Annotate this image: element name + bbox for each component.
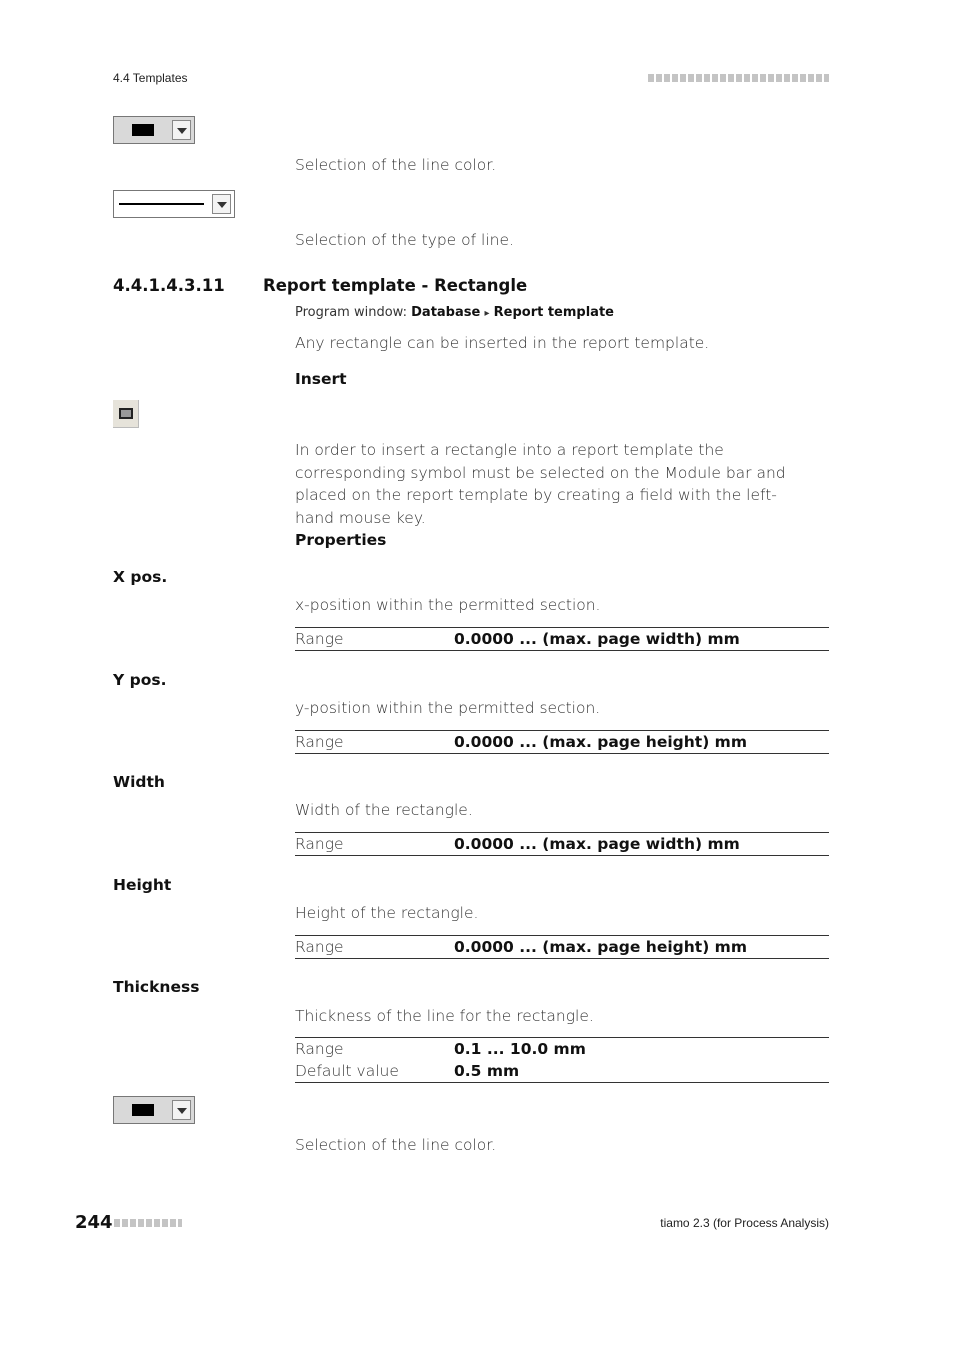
range-table-xpos <box>295 627 829 651</box>
range-table-ypos <box>295 730 829 754</box>
line-color-desc-bottom: Selection of the line color. <box>295 1136 497 1154</box>
properties-heading: Properties <box>295 531 387 549</box>
property-label-thickness: Thickness <box>113 978 200 996</box>
insert-heading: Insert <box>295 370 347 388</box>
range-table-height <box>295 935 829 959</box>
range-table-thickness <box>295 1037 829 1083</box>
range-value: 0.0000 ... (max. page height) mm <box>454 938 747 956</box>
table-row <box>295 936 829 959</box>
path-arrow-icon: ▸ <box>484 308 490 319</box>
range-value: 0.0000 ... (max. page width) mm <box>454 630 740 648</box>
header-dots-decoration <box>648 74 829 82</box>
table-row <box>295 731 829 754</box>
page-number: 244 <box>75 1212 113 1233</box>
range-key: Range <box>295 733 344 751</box>
range-key: Range <box>295 630 344 648</box>
program-window-path <box>295 305 614 320</box>
property-label-height: Height <box>113 876 172 894</box>
property-label-xpos: X pos. <box>113 568 168 586</box>
line-sample <box>119 203 204 205</box>
dropdown-button[interactable] <box>172 1100 191 1120</box>
rectangle-glyph <box>119 408 133 419</box>
default-key: Default value <box>295 1062 399 1080</box>
property-desc-thickness: Thickness of the line for the rectangle. <box>295 1007 594 1025</box>
section-number: 4.4.1.4.3.11 <box>113 276 225 295</box>
running-header-section: 4.4 Templates <box>113 71 188 85</box>
insert-text: In order to insert a rectangle into a report template the corresponding symbol must be selected on the Module bar and placed on the report template by creating a field with the left-hand mouse key. <box>295 441 786 527</box>
dropdown-button[interactable] <box>212 194 231 214</box>
range-table-width <box>295 832 829 856</box>
rectangle-tool-icon <box>113 400 139 428</box>
dropdown-button[interactable] <box>172 120 191 140</box>
table-row <box>295 833 829 856</box>
chevron-down-icon <box>177 128 187 134</box>
table-row <box>295 1060 829 1083</box>
color-swatch <box>132 124 154 136</box>
line-color-desc: Selection of the line color. <box>295 156 497 174</box>
program-window-prefix: Program window: <box>295 305 407 320</box>
chevron-down-icon <box>217 202 227 208</box>
property-label-ypos: Y pos. <box>113 671 167 689</box>
default-value: 0.5 mm <box>454 1062 520 1080</box>
property-label-width: Width <box>113 773 165 791</box>
range-key: Range <box>295 835 344 853</box>
property-desc-ypos: y-position within the permitted section. <box>295 699 601 717</box>
range-value: 0.0000 ... (max. page height) mm <box>454 733 747 751</box>
program-window-path2: Report template <box>493 305 614 320</box>
property-desc-xpos: x-position within the permitted section. <box>295 596 601 614</box>
line-type-combo[interactable] <box>113 190 235 218</box>
line-color-combo[interactable] <box>113 116 195 144</box>
table-row <box>295 628 829 651</box>
table-row <box>295 1038 829 1061</box>
line-type-desc: Selection of the type of line. <box>295 231 514 249</box>
footer-dots-decoration <box>114 1219 182 1227</box>
chevron-down-icon <box>177 1108 187 1114</box>
range-value: 0.1 ... 10.0 mm <box>454 1040 586 1058</box>
footer-product: tiamo 2.3 (for Process Analysis) <box>660 1216 829 1230</box>
program-window-path1: Database <box>411 305 481 320</box>
section-description: Any rectangle can be inserted in the report template. <box>295 334 710 352</box>
property-desc-height: Height of the rectangle. <box>295 904 479 922</box>
range-key: Range <box>295 1040 344 1058</box>
color-swatch <box>132 1104 154 1116</box>
property-desc-width: Width of the rectangle. <box>295 801 473 819</box>
range-value: 0.0000 ... (max. page width) mm <box>454 835 740 853</box>
section-title: Report template - Rectangle <box>263 276 528 295</box>
range-key: Range <box>295 938 344 956</box>
line-color-combo[interactable] <box>113 1096 195 1124</box>
